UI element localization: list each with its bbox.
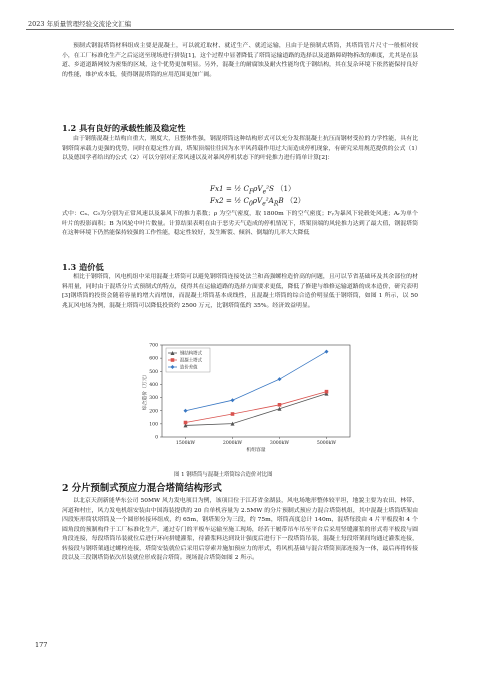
- paragraph-formula-explanation: 式中：Cₙ、C₀为分别为正常风速以及暴风下的推力系数；ρ 为空气密度，取 1800m 下的空气密度；Fᵧ为暴风下轮毂处风速；Aᵣ为单个叶片的投影面积；B 为风轮中叶片数量。计算结果表明在由于恶劣天气造成的停机情况下，塔架顶端的风轮推力达到了最大值，钢混塔筒在这种环境下仍然能保持较强的工作性能，稳定性较好，发生断裂、倾斜、倒塌的几率大大降低: [62, 211, 418, 236]
- paragraph-low-cost: 相比于钢塔筒，风电机组中采用混凝土塔筒可以避免钢塔筒连接处法兰和高强螺栓造价高的问题，且可以节省基础环及其余部位的材料用量，同时由于混塔分片式预制式的特点，使得其在运输道路的选择方面要求更低，降低了修建与维修运输道路的成本造价，研究表明[3]钢塔筒的投资会随着容量的增大而增加，而混凝土塔筒基本成线性，且混凝土塔筒的综合造价明显低于钢塔筒，如图 1 所示，以 50 兆瓦风电场为例，混凝土塔筒可以降低投资约 2500 万元，比钢塔筒低约 35%。经济效益明显。: [62, 274, 418, 309]
- series-line-2: [186, 392, 327, 423]
- x-tick-label: 1500kW: [175, 441, 196, 446]
- y-tick-label: 100: [149, 422, 158, 428]
- paragraph-project-example: 以北京天润新能华东公司 50MW 风力发电项目为例，该项目位于江苏省金湖县，风电场地形整体较平坦，地貌主要为农田、林带、河道和村庄，风力发电机组安装由中国海装提供的 20 台单机容量为 2.5MW 的分片预制式预应力混合塔筒机组，其中混凝土塔筒塔架由四段矩形筒状塔筒及一个圆形转接环组成，约 65m，钢塔架分为三段，约 75m，塔筒高度总计 140m，混塔每段由 4 片平板段和 4 个圆角段的预制构件于工厂标准化生产，通过专门的平板车运输至施工现场，经若干履带吊车吊至平台后采用竖缝灌浆的形式将平板段与圆角段连接，每段塔筒吊装就位后进行环向拼缝灌浆，待灌浆料达到设计强度后进行下一段塔筒吊装，混凝土每段塔架间均通过灌浆连接，转接段与钢塔架通过螺栓连接，塔筒安装就位后采用后穿索并施加预应力的形式，将风机基础与混合塔筒顶部连接为一体，最后再将转接段以及三段钢塔筒依次吊装就位形成混合塔筒。现场混合塔筒如图 2 所示。: [62, 498, 418, 561]
- figure-caption: 图 1 钢塔筒与混凝土塔筒综合造价对比图: [174, 472, 273, 478]
- x-tick-label: 5000kW: [316, 441, 337, 446]
- y-tick-label: 200: [149, 409, 158, 415]
- legend-label: 钢结构塔式: [180, 351, 202, 357]
- data-point-3: [278, 377, 282, 381]
- x-tick-label: 2000kW: [222, 441, 243, 446]
- paragraph-prefab-advantage: 预制式钢混塔筒材料组成主要是混凝土，可以就近取材、就近生产、就近运输，且由于是预制式塔筒，其塔筒管片尺寸一般相对较小，在工厂标准化生产之后运送至现场进行拼装[1]，这个过程中显著降低了塔筒运输道路的选择以及道路障碍物拆改的难度，尤其是在县道、乡道道路网较为密集的区域，这个优势更加明显。另外，混凝土的耐腐蚀及耐火性能均优于钢结构，其在复杂环境下依然能保持良好的性能，维护成本低，使得钢混塔筒的应用范围更加广阔。: [62, 43, 418, 78]
- data-point-2: [278, 403, 282, 407]
- page-number: 177: [35, 641, 48, 649]
- y-tick-label: 700: [149, 343, 158, 349]
- formula-2: Fx2 = ½ $C_0\rho V_e^2A_RB$ （2）: [210, 196, 305, 208]
- y-axis-label: 综合造价（万元）: [143, 371, 148, 411]
- y-tick-label: 600: [149, 356, 158, 362]
- x-tick-label: 3000kW: [269, 441, 290, 446]
- data-point-1: [278, 407, 282, 411]
- data-point-3: [184, 409, 188, 413]
- paragraph-bearing-capacity: 由于钢筋混凝土结构自重大，刚度大，且整体性强，钢混塔筒这种结构形式可以充分发挥混凝土抗压而钢材受拉的力学性能，具有比钢塔筒承载力更强的优势，同时在稳定性方面，塔架顶端往往因为水平风荷载作用过大而造成停机现象，有研究采用规范提供的公式（1）以及德国学者给出的公式（2）可以分别对正常风速以及对暴风停机状态下的叶轮推力进行简单计算[2]：: [62, 136, 418, 161]
- data-point-3: [325, 350, 329, 354]
- legend-marker: [171, 358, 175, 362]
- y-tick-label: 300: [149, 396, 158, 402]
- legend-label: 造价差值: [180, 365, 198, 371]
- y-tick-label: 400: [149, 383, 158, 389]
- y-tick-label: 500: [149, 369, 158, 375]
- data-point-2: [184, 421, 188, 425]
- section-heading-2: 2 分片预制式预应力混合塔筒结构形式: [62, 483, 222, 494]
- x-axis-label: 机组容量: [246, 448, 266, 453]
- section-heading-1-3: 1.3 造价低: [62, 262, 104, 272]
- data-point-3: [231, 398, 235, 402]
- formula-1: Fx1 = ½ $C_F\rho V_e^2S$ （1）: [210, 184, 296, 196]
- data-point-2: [325, 390, 329, 394]
- y-tick-label: 0: [155, 435, 158, 441]
- section-heading-1-2: 1.2 具有良好的承载性能及稳定性: [62, 123, 186, 133]
- running-header: 2023 年质量管理经验交流论文汇编: [28, 20, 132, 28]
- data-point-2: [231, 412, 235, 416]
- legend-label: 混凝土塔式: [180, 358, 202, 364]
